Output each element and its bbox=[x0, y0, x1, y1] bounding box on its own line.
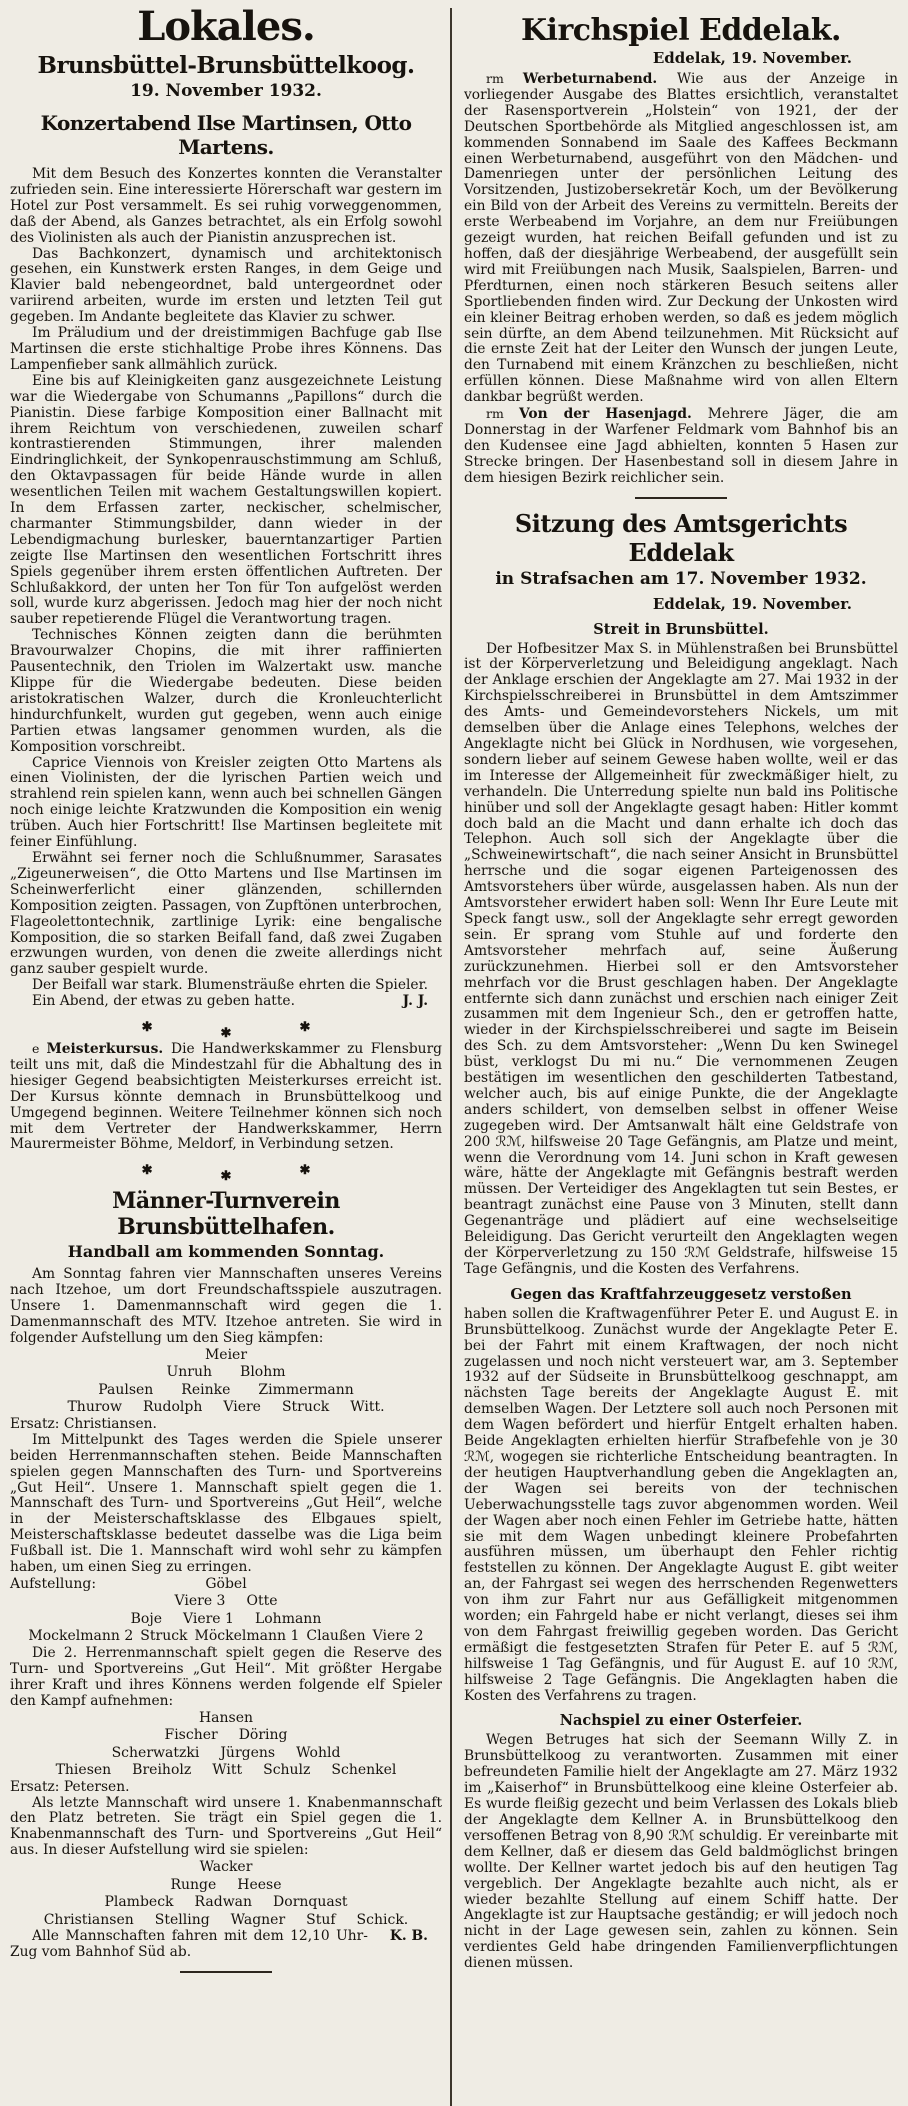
asterisk-icon: ✱ bbox=[141, 1020, 153, 1036]
article-headline-turnverein: Männer-Turnverein Brunsbüttelhafen. bbox=[112, 1188, 340, 1241]
news-item-hasenjagd bbox=[464, 406, 898, 487]
closing-text: Ein Abend, der etwas zu geben hatte. bbox=[32, 993, 295, 1010]
item-prefix: rm bbox=[486, 71, 523, 86]
item-lead: Werbeturnabend. bbox=[522, 71, 678, 87]
paragraph: Technisches Können zeigten dann die berühmten Bravourwalzer Chopins, die mit ihrer raffinierten Pausentechnik, den Triolen im Walzertakt usw. manche Klippe für die Wiedergabe bedeuten. Diese beiden aristokratischen Walzer, durch die Kronleuchterlicht hindurchfunkelt, wurden gut gegeben, wenn auch einige Partien etwas langsamer genommen wurden, als die Komposition vorschreibt. bbox=[10, 627, 442, 755]
publication-date: 19. November 1932. bbox=[130, 81, 322, 101]
case-body: Der Hofbesitzer Max S. in Mühlenstraßen bei Brunsbüttel ist der Körperverletzung und Beleidigung angeklagt. Nach der Anklage erschien der Angeklagte am 27. Mai 1932 in der Kirchspielsschreiberei in Brunsbüttel in dem Amtszimmer des Amts- und Gemeindevorstehers Nickels, um mit demselben über die Anlage eines Telephons, welches der Angeklagte nicht bei Glück in Nordhusen, wie vorgesehen, sondern lieber auf seinem Gewese haben wollte, weil er das im Interesse der Allgemeinheit für zweckmäßiger hielt, zu verhandeln. Die Unterredung spielte nun bald ins Politische hinüber und soll der Angeklagte gesagt haben: Hitler kommt doch bald an die Macht und dann erhalte ich doch das Telephon. Auch soll sich der Angeklagte über die „Schweinewirtschaft“, die nach seiner Ansicht in Brunsbüttel herrsche und die sogar eigenen Parteigenossen des Amtsvorstehers über würde, ausgelassen haben. Als nun der Amtsvorsteher erwidert haben soll: Wenn Ihr Eure Leute mit Speck fangt usw., soll der Angeklagte sehr erregt geworden sein. Er sprang vom Stuhle auf und forderte den Amtsvorsteher mehrfach auf, seine Äußerung zurückzunehmen. Hierbei soll er den Amtsvorsteher mehrfach vor die Brust geschlagen haben. Der Angeklagte entfernte sich dann zunächst und erschien nach einiger Zeit zusammen mit dem Ingenieur Sch., den er getroffen hatte, wieder in der Kirchspielsschreiberei und sagte im Beisein des Sch. zu dem Amtsvorsteher: „Wenn Du ken Swinegel büst, verklogst Du mi nu.“ Die vernommenen Zeugen bestätigen im wesentlichen den geschilderten Tatbestand, welcher auch, bis auf einige Punkte, die der Angeklagte anders schildert, von demselben selbst in offener Weise zugegeben wird. Der Amtsanwalt hält eine Geldstrafe von 200 ℛℳ, hilfsweise 20 Tage Gefängnis, am Platze und meint, wenn die Verordnung vom 14. Juni schon in Kraft gewesen wäre, hätte der Angeklagte mit Gefängnis bestraft werden müssen. Der Verteidiger des Angeklagten tut sein Bestes, er beantragt zunächst eine Pause von 3 Minuten, stellt dann Gegenanträge und plädiert auf eine wechselseitige Beleidigung. Das Gericht verurteilt den Angeklagten wegen der Körperverletzung zu 150 ℛℳ Geldstrafe, hilfsweise 15 Tage Gefängnis, und die Kosten des Verfahrens. bbox=[464, 640, 898, 1277]
news-item-werbeturnabend bbox=[464, 71, 898, 406]
lineup-row: Göbel bbox=[205, 1575, 247, 1592]
item-lead: Von der Hasenjagd. bbox=[518, 406, 708, 423]
lineup-row: Scherwatzki Jürgens Wohld bbox=[111, 1744, 341, 1761]
article-headline-amtsgericht: Sitzung des Amtsgerichts Eddelak bbox=[514, 508, 848, 567]
paragraph: Am Sonntag fahren vier Mannschaften unseres Vereins nach Itzehoe, um dort Freundschaftsspiele auszutragen. Unsere 1. Damenmannschaft wird gegen die 1. Damenmannschaft des MTV. Itzehoe antreten. Sie wird in folgender Aufstellung um den Sieg kämpfen: bbox=[10, 1266, 442, 1346]
lineup-row: Viere 3 Otte bbox=[174, 1593, 278, 1610]
article-headline-konzertabend: Konzertabend Ilse Martinsen, Otto Martens. bbox=[40, 111, 412, 159]
asterisk-icon: ✱ bbox=[220, 1169, 232, 1185]
end-of-column-rule bbox=[180, 1971, 272, 1973]
lineup-row: Unruh Blohm bbox=[166, 1364, 286, 1381]
article-subhead-handball: Handball am kommenden Sonntag. bbox=[67, 1242, 385, 1262]
paragraph: Als letzte Mannschaft wird unsere 1. Knabenmannschaft den Platz betreten. Sie trägt ein Spiel gegen die 1. Knabenmannschaft des Turn- und Sportvereins „Gut Heil“ aus. In dieser Aufstellung wird sie spielen: bbox=[10, 1794, 442, 1859]
asterisk-separator bbox=[10, 1020, 442, 1042]
region-subtitle: Brunsbüttel-Brunsbüttelkoog. bbox=[37, 52, 415, 79]
item-prefix: e bbox=[32, 1041, 47, 1057]
paragraph: Im Mittelpunkt des Tages werden die Spiele unserer beiden Herrenmannschaften stehen. Beide Mannschaften spielen gegen Mannschaften des Turn- und Sportvereins „Gut Heil“. Unsere 1. Mannschaft spielt gegen die 1. Mannschaft des Turn- und Sportvereins „Gut Heil“, welche in der Meisterschaftsklasse des Elbgaues spielt, Meisterschaftsklasse bedeutet dasselbe was die Liga beim Fußball ist. Die 1. Mannschaft wird wohl sehr zu kämpfen haben, um einen Sieg zu erringen. bbox=[10, 1431, 442, 1576]
lineup-row: Thiesen Breiholz Witt Schulz Schenkel bbox=[55, 1762, 397, 1779]
case-title-kraftfahrzeuggesetz: Gegen das Kraftfahrzeuggesetz verstoßen bbox=[510, 1285, 852, 1303]
lineup-row: Paulsen Reinke Zimmermann bbox=[98, 1381, 354, 1398]
paragraph: Das Bachkonzert, dynamisch und architektonisch gesehen, ein Kunstwerk ersten Ranges, in dem Geige und Klavier bald nebengeordnet, bald untergeordnet oder variirend arbeiten, wurde im ersten und letzten Teil gut gegeben. Im Andante begleitete das Klavier zu schwer. bbox=[10, 245, 442, 326]
lineup-row: Hansen bbox=[198, 1709, 254, 1726]
dateline: Eddelak, 19. November. bbox=[652, 49, 852, 67]
lineup-row: Runge Heese bbox=[170, 1876, 282, 1893]
author-initials: K. B. bbox=[389, 1928, 428, 1945]
ersatz-line: Ersatz: Petersen. bbox=[10, 1778, 130, 1795]
left-column bbox=[10, 0, 442, 1981]
item-body: Mehrere Jäger, die am Donnerstag in der Warfener Feldmark vom Bahnhof bis an den Kudensee eine Jagd abhielten, konnten 5 Hasen zur Strecke bringen. Der Hasenbestand soll in diesem Jahre in dem hiesigen Bezirk reichlicher sein. bbox=[464, 406, 898, 486]
case-body: Wegen Betruges hat sich der Seemann Willy Z. in Brunsbüttelkoog zu verantworten. Zusammen mit einer befreundeten Familie hielt der Angeklagte am 27. März 1932 im „Kaiserhof“ in Brunsbüttelkoog eine kleine Osterfeier ab. Es wurde fleißig gezecht und beim Verlassen des Lokals blieb der Angeklagte dem Kellner A. in Brunsbüttelkoog den versoffenen Betrag von 8,90 ℛℳ schuldig. Er vereinbarte mit dem Kellner, daß er diesem das Geld baldmöglichst bringen wollte. Der Kellner wartet jedoch bis auf den heutigen Tag vergeblich. Der Angeklagte bezahlte auch nicht, als er wieder bezahlte Stellung auf einem Schiff hatte. Der Angeklagte ist zur Hauptsache geständig; er will jedoch noch nicht in der Lage gewesen sein, zahlen zu können. Sein verdientes Geld habe dringenden Familienverpflichtungen dienen müssen. bbox=[464, 1732, 898, 1972]
item-prefix: rm bbox=[486, 406, 519, 422]
closing-text: Alle Mannschaften fahren mit dem 12,10 Uhr-Zug vom Bahnhof Süd ab. bbox=[10, 1928, 368, 1961]
news-item-meisterkursus bbox=[10, 1041, 442, 1153]
lineup-row: Boje Viere 1 Lohmann bbox=[130, 1610, 322, 1627]
paragraph: Mit dem Besuch des Konzertes konnten die Veranstalter zufrieden sein. Eine interessierte Hörerschaft war gestern im Hotel zur Post versammelt. Es sei ruhig vorweggenommen, daß der Abend, als Ganzes betrachtet, als ein Erfolg sowohl des Violinisten als auch der Pianistin anzusprechen ist. bbox=[10, 166, 442, 246]
paragraph: Der Beifall war stark. Blumensträuße ehrten die Spieler. bbox=[32, 977, 429, 994]
lineup-row: Thurow Rudolph Viere Struck Witt. bbox=[67, 1399, 385, 1416]
aufstellung-row bbox=[10, 1576, 442, 1594]
asterisk-icon: ✱ bbox=[299, 1020, 311, 1036]
lineup-row: Mockelmann 2 Struck Möckelmann 1 Claußen Viere 2 bbox=[28, 1628, 424, 1645]
item-body: Die Handwerkskammer zu Flensburg teilt uns mit, daß die Mindestzahl für die Abhaltung des in hiesiger Gegend beabsichtigten Meisterkurses erreicht ist. Der Kursus könnte demnach in Brunsbüttelkoog und Umgegend beginnen. Weitere Teilnehmer können sich noch mit dem Vertreter der Handwerkskammer, Herrn Maurermeister Böhme, Meldorf, in Verbindung setzen. bbox=[10, 1041, 442, 1153]
author-initials: J. J. bbox=[402, 993, 428, 1010]
asterisk-icon: ✱ bbox=[141, 1163, 153, 1179]
lineup-row: Plambeck Radwan Dornquast bbox=[104, 1894, 348, 1911]
lineup-row: Fischer Döring bbox=[164, 1727, 288, 1744]
closing-line bbox=[10, 1929, 442, 1961]
section-title-kirchspiel: Kirchspiel Eddelak. bbox=[520, 13, 842, 48]
lineup-row: Meier bbox=[204, 1346, 248, 1363]
asterisk-separator bbox=[10, 1163, 442, 1185]
section-title-lokales: Lokales. bbox=[137, 3, 315, 50]
case-title-osterfeier: Nachspiel zu einer Osterfeier. bbox=[559, 1712, 803, 1730]
right-column bbox=[464, 0, 898, 1972]
paragraph: Erwähnt sei ferner noch die Schlußnummer, Sarasates „Zigeunerweisen“, die Otto Martens und Ilse Martinsen im Scheinwerferlicht einer glänzenden, schillernden Komposition zeigten. Passagen, von Zupftönen unterbrochen, Flageolettontechnik, zartlinige Lyrik: eine bengalische Komposition, die so starken Beifall fand, daß zwei Zugaben erzwungen wurden, von denen die zweite allerdings nicht ganz sauber gespielt wurde. bbox=[10, 849, 442, 978]
article-subhead-strafsachen: in Strafsachen am 17. November 1932. bbox=[495, 568, 867, 589]
case-body: haben sollen die Kraftwagenführer Peter E. und August E. in Brunsbüttelkoog. Zunächst wurde der Angeklagte Peter E. bei der Fahrt mit einem Kraftwagen, der noch nicht zugelassen und noch nicht versteuert war, am 3. September 1932 auf der Südseite in Brunsbüttelkoog geschnappt, am nächsten Tage bereits der Angeklagte August E. mit demselben Wagen. Der Letztere soll auch noch Personen mit dem Wagen befördert und hierfür Entgelt erhalten haben. Beide Angeklagten erhielten hierfür Strafbefehle von je 30 ℛℳ, wogegen sie richterliche Entscheidung beantragten. In der heutigen Hauptverhandlung geben die Angeklagten an, der Wagen sei bereits von der technischen Ueberwachungsstelle tags zuvor abgenommen worden. Weil der Wagen aber noch einen Fehler im Getriebe hatte, hätten sie mit dem Wagen unbedingt kleinere Probefahrten ausführen müssen, um überhaupt den Fehler richtig feststellen zu können. Der Angeklagte August E. gibt weiter an, der Fahrgast sei wegen des herrschenden Regenwetters von ihm zur Fahrt nur aus Gefälligkeit mitgenommen worden; ein Fahrgeld habe er nicht verlangt, dieses sei ihm von dem Fahrgast freiwillig gegeben worden. Das Gericht ermäßigt die festgesetzten Strafen für Peter E. auf 5 ℛℳ, hilfsweise 1 Tag Gefängnis, und für August E. auf 10 ℛℳ, hilfsweise 2 Tage Gefängnis. Die Angeklagten haben die Kosten des Verfahrens zu tragen. bbox=[464, 1305, 898, 1704]
ersatz-line: Ersatz: Christiansen. bbox=[10, 1415, 157, 1432]
section-divider-rule bbox=[635, 497, 727, 499]
paragraph: Eine bis auf Kleinigkeiten ganz ausgezeichnete Leistung war die Wiedergabe von Schumanns „Papillons“ durch die Pianistin. Diese farbige Komposition einer Ballnacht mit ihrem Reichtum von verschiedenen, zuweilen scharf kontrastierenden Stimmungen, ihrer malenden Eindringlichkeit, der Synkopenrauschstimmung am Schluß, den Oktavpassagen für beide Hände wurde in allen wesentlichen Teilen mit wachem Gestaltungswillen kopiert. In dem Erfassen zarter, neckischer, schelmischer, charmanter Stimmungsbilder, dann wieder in der Lebendigmachung burlesker, bauerntanzartiger Partien zeigte Ilse Martinsen den wesentlichen Fortschritt ihres Spiels gegenüber ihrem ersten öffentlichen Auftreten. Der Schlußakkord, der unten her Ton für Ton aufgelöst werden soll, wurde kurz abgerissen. Jedoch mag hier der noch nicht sauber repetierende Flügel die Verantwortung tragen. bbox=[10, 372, 442, 628]
lineup-row: Wacker bbox=[199, 1859, 253, 1876]
paragraph: Im Präludium und der dreistimmigen Bachfuge gab Ilse Martinsen die erste stichhaltige Probe ihres Könnens. Das Lampenfieber sank allmählich zurück. bbox=[10, 325, 442, 373]
paragraph: Die 2. Herrenmannschaft spielt gegen die Reserve des Turn- und Sportvereins „Gut Heil“. Mit größter Hergabe ihrer Kraft und ihres Könnens werden folgende elf Spieler den Kampf aufnehmen: bbox=[10, 1644, 442, 1709]
item-body: Wie aus der Anzeige in vorliegender Ausgabe des Blattes ersichtlich, veranstaltet der Rasensportverein „Holstein“ von 1921, der der Deutschen Sportbehörde als Mitglied angeschlossen ist, am kommenden Sonnabend im Saale des Kaffees Beckmann einen Werbeturnabend, ausgeführt von den Mädchen- und Damenriegen unter der persönlichen Leitung des Vorsitzenden, Justizobersekretär Koch, um der Bevölkerung ein Bild von der Arbeit des Vereins zu vermitteln. Bereits der erste Werbeabend im Vorjahre, an dem nur Freiübungen gezeigt wurden, hat reichen Beifall gefunden und ist zu hoffen, daß der diesjährige Werbeabend, der ausgefüllt sein wird mit Freiübungen nach Musik, Saalspielen, Barren- und Pferdturnen, einen noch stärkeren Besuch seitens aller Sportliebenden finden wird. Zur Deckung der Unkosten wird ein kleiner Beitrag erhoben werden, so daß es jedem möglich sein dürfte, an dem Abend teilzunehmen. Mit Rücksicht auf die ernste Zeit hat der Leiter den Wunsch der jungen Leute, den Turnabend mit einem Kränzchen zu beschließen, nicht erfüllen können. Diese Maßnahme wird von allen Eltern dankbar begrüßt werden. bbox=[464, 71, 898, 406]
column-divider-rule bbox=[450, 8, 452, 2106]
case-title-streit: Streit in Brunsbüttel. bbox=[593, 620, 769, 638]
aufstellung-label: Aufstellung: bbox=[10, 1575, 97, 1592]
dateline: Eddelak, 19. November. bbox=[652, 594, 852, 613]
paragraph: Caprice Viennois von Kreisler zeigten Otto Martens als einen Violinisten, der die lyrischen Partien weich und strahlend rein spielen kann, wenn auch bei schnellen Gängen noch einige leichte Kratzwunden die Komposition ein wenig trüben. Auch hier Fortschritt! Ilse Martinsen begleitete mit feiner Einfühlung. bbox=[10, 754, 442, 851]
item-lead: Meisterkursus. bbox=[46, 1041, 172, 1058]
lineup-row: Christiansen Stelling Wagner Stuf Schick. bbox=[43, 1911, 409, 1928]
asterisk-icon: ✱ bbox=[299, 1163, 311, 1179]
closing-line bbox=[10, 994, 442, 1010]
asterisk-icon: ✱ bbox=[220, 1026, 232, 1042]
